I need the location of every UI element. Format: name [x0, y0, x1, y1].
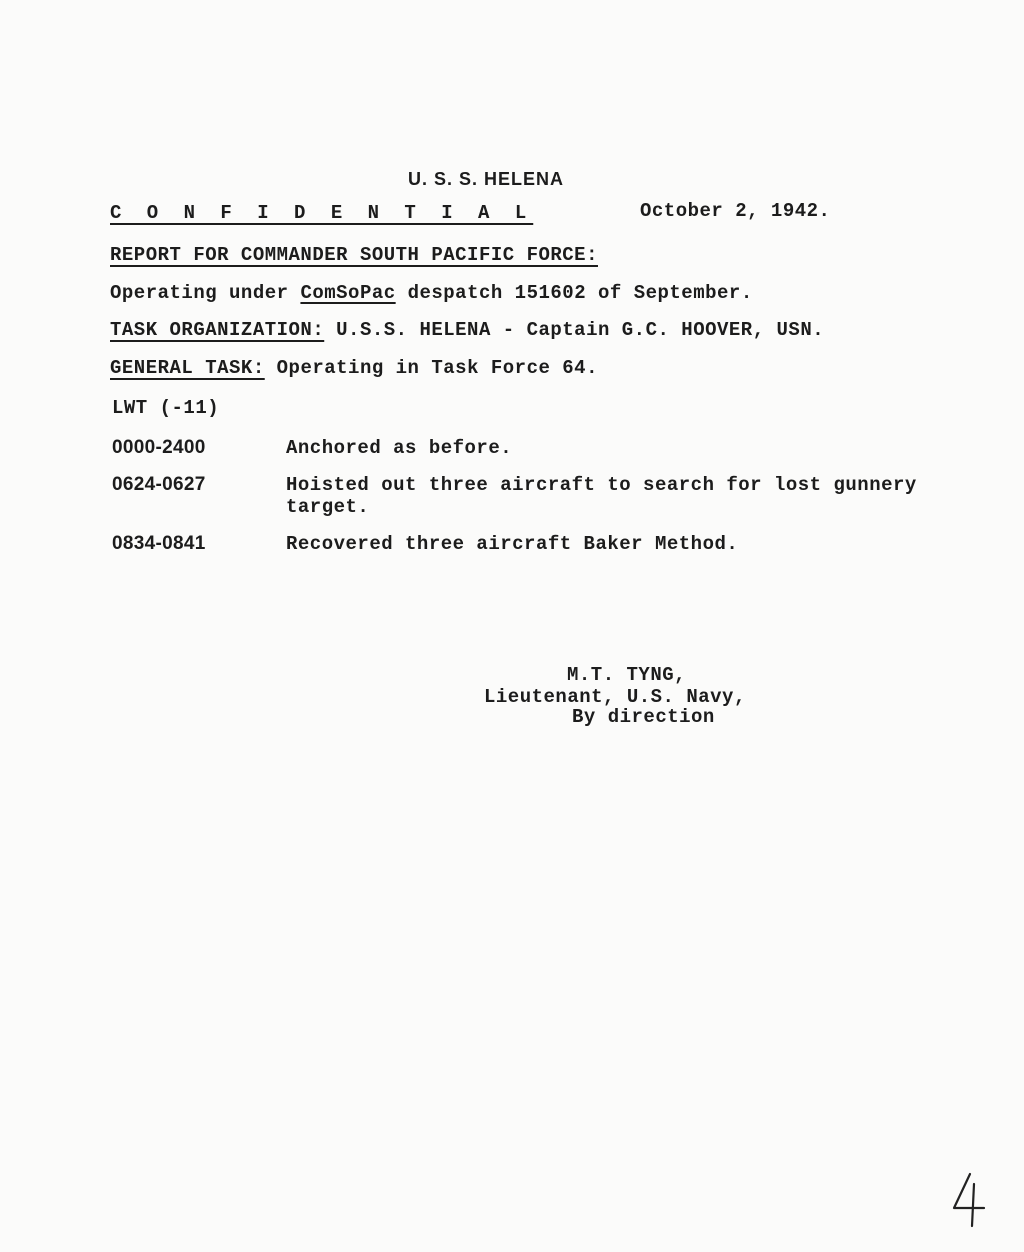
operating-prefix: Operating under	[110, 282, 289, 304]
operating-suffix: despatch 151602 of September.	[407, 282, 753, 304]
ship-title: U. S. S. HELENA	[408, 169, 565, 189]
operating-line	[110, 282, 753, 304]
signature-rank: Lieutenant, U.S. Navy,	[484, 686, 746, 708]
task-organization-text: U.S.S. HELENA - Captain G.C. HOOVER, USN.	[336, 319, 825, 341]
report-heading: REPORT FOR COMMANDER SOUTH PACIFIC FORCE:	[110, 244, 598, 266]
entry-text: Hoisted out three aircraft to search for lost gunnery target.	[286, 474, 917, 518]
general-task-text: Operating in Task Force 64.	[276, 357, 598, 379]
general-task-line	[110, 357, 598, 379]
classification-marking: C O N F I D E N T I A L	[110, 202, 534, 224]
task-organization-label: TASK ORGANIZATION:	[110, 319, 325, 341]
signature-name: M.T. TYNG,	[567, 664, 687, 686]
report-date: October 2, 1942.	[640, 200, 831, 222]
entry-text: Recovered three aircraft Baker Method.	[286, 533, 739, 555]
entry-time: 0624-0627	[112, 474, 206, 495]
operating-authority: ComSoPac	[300, 282, 396, 304]
task-organization-line	[110, 319, 824, 341]
entry-text: Anchored as before.	[286, 437, 513, 459]
handwritten-page-number	[948, 1170, 988, 1230]
time-zone: LWT (-11)	[112, 397, 220, 419]
entry-time: 0834-0841	[112, 533, 206, 554]
general-task-label: GENERAL TASK:	[110, 357, 265, 379]
entry-time: 0000-2400	[112, 437, 206, 458]
signature-direction: By direction	[572, 706, 715, 728]
